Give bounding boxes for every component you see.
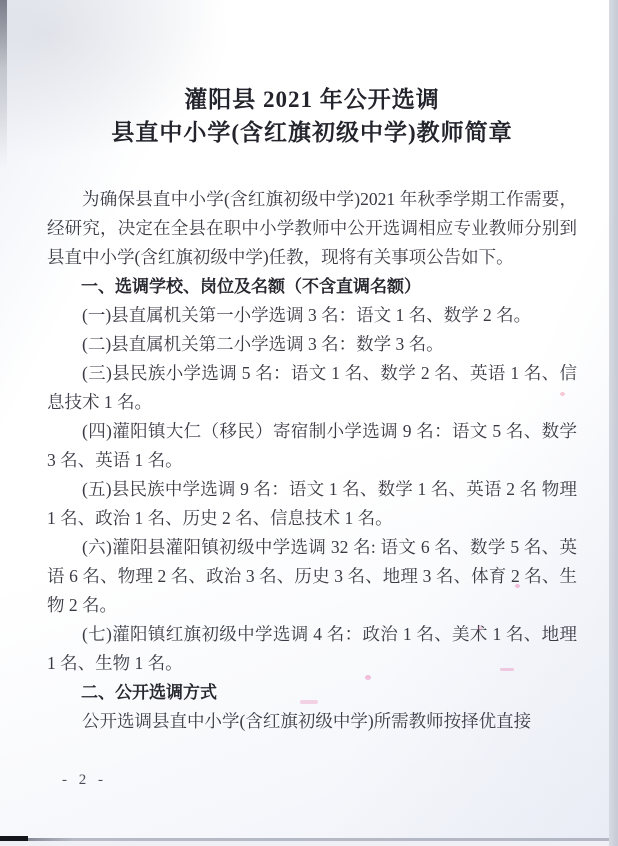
document-title <box>47 83 577 149</box>
scan-speckle <box>515 584 520 588</box>
selection-item-4: (四)灌阳镇大仁（移民）寄宿制小学选调 9 名：语文 5 名、数学 3 名、英语 1 名。 <box>47 421 577 470</box>
document-title-line1: 灌阳县 2021 年公开选调 <box>184 87 440 112</box>
section2-first-line: 公开选调县直中小学(含红旗初级中学)所需教师按择优直接 <box>82 711 532 731</box>
intro-paragraph: 为确保县直中小学(含红旗初级中学)2021 年秋季学期工作需要，经研究，决定在全县在职中小学教师中公开选调相应专业教师分别到县直中小学(含红旗初级中学)任教，现将有关事项公告如下。 <box>47 189 577 267</box>
selection-item-6: (六)灌阳县灌阳镇初级中学选调 32 名: 语文 6 名、数学 5 名、英语 6 名、物理 2 名、政治 3 名、历史 3 名、地理 3 名、体育 2 名、生物 2 名。 <box>47 537 577 615</box>
scanner-bed-edge-right <box>609 0 618 846</box>
selection-item-3: (三)县民族小学选调 5 名：语文 1 名、数学 2 名、英语 1 名、信息技术 1 名。 <box>47 363 577 412</box>
scanner-bed-bottom <box>0 841 609 846</box>
selection-item-1: (一)县直属机关第一小学选调 3 名：语文 1 名、数学 2 名。 <box>82 305 532 325</box>
document-content <box>47 83 577 736</box>
scan-speckle <box>365 675 371 680</box>
section2-heading: 二、公开选调方式 <box>81 683 217 702</box>
selection-item-7: (七)灌阳镇红旗初级中学选调 4 名：政治 1 名、美术 1 名、地理 1 名、生物 1 名。 <box>47 624 577 673</box>
scan-speckle <box>500 668 514 671</box>
scan-speckle <box>478 626 482 630</box>
scan-edge-smudge <box>0 0 7 170</box>
document-title-line2: 县直中小学(含红旗初级中学)教师简章 <box>111 120 513 145</box>
selection-item-2: (二)县直属机关第二小学选调 3 名：数学 3 名。 <box>82 334 444 354</box>
scan-speckle <box>300 700 318 704</box>
scan-speckle <box>560 392 565 396</box>
section1-heading: 一、选调学校、岗位及名额（不含直调名额） <box>81 277 421 296</box>
page-number: - 2 - <box>62 772 107 788</box>
document-body <box>47 185 577 736</box>
selection-item-5: (五)县民族中学选调 9 名：语文 1 名、数学 1 名、英语 2 名 物理 1 名、政治 1 名、历史 2 名、信息技术 1 名。 <box>47 479 577 528</box>
